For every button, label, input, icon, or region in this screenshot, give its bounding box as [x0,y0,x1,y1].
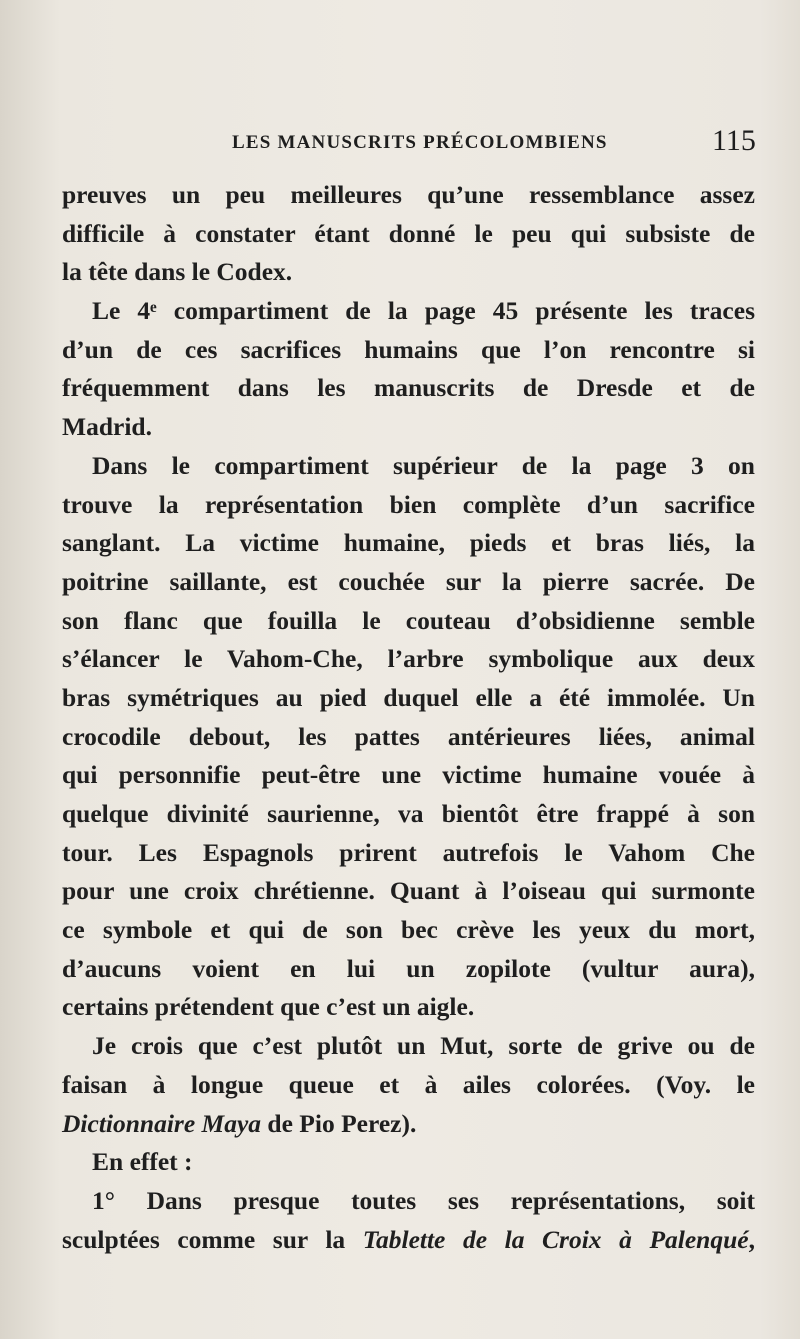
text-line: son flanc que fouilla le couteau d’obsidienne semble [62,605,755,635]
text-line: ce symbole et qui de son bec crève les yeux du mort, [62,915,755,945]
text-fragment: de Pio Perez). [261,1108,417,1138]
text-line: 1° Dans presque toutes ses représentations, soit [92,1185,755,1215]
text-line: Je crois que c’est plutôt un Mut, sorte de grive ou de [92,1031,755,1061]
text-line [62,1221,755,1260]
italic-title: Dictionnaire Maya [62,1108,262,1138]
text-line: certains prétendent que c’est un aigle. [62,992,475,1022]
text-line: tour. Les Espagnols prirent autrefois le Vahom Che [62,837,755,867]
text-line: Le 4ᵉ compartiment de la page 45 présente les traces [92,296,755,326]
page-header [0,124,800,166]
page-number: 115 [712,124,756,157]
text-line: Dans le compartiment supérieur de la page 3 on [92,450,755,480]
text-line: Madrid. [62,412,152,442]
text-fragment: , [748,1224,755,1254]
text-line: s’élancer le Vahom-Che, l’arbre symbolique aux deux [62,644,755,674]
text-line: qui personnifie peut-être une victime humaine vouée à [62,760,755,790]
text-line: la tête dans le Codex. [62,257,293,287]
text-line: faisan à longue queue et à ailes colorées. (Voy. le [62,1069,755,1099]
text-fragment: sculptées comme sur la [62,1224,363,1254]
text-line: d’un de ces sacrifices humains que l’on rencontre si [62,334,755,364]
text-line: crocodile debout, les pattes antérieures liées, animal [62,721,755,751]
running-title: LES MANUSCRITS PRÉCOLOMBIENS [232,132,608,153]
text-line: bras symétriques au pied duquel elle a été immolée. Un [62,682,755,712]
text-line: En effet : [92,1147,193,1177]
text-line: d’aucuns voient en lui un zopilote (vultur aura), [62,953,755,983]
body-text [62,176,755,1259]
text-line: sanglant. La victime humaine, pieds et bras liés, la [62,528,755,558]
text-line: trouve la représentation bien complète d’un sacrifice [62,489,755,519]
text-line: preuves un peu meilleures qu’une ressemblance assez [62,180,755,209]
italic-title: Tablette de la Croix à Palenqué [362,1224,749,1254]
text-line [62,1105,755,1144]
text-line: difficile à constater étant donné le peu qui subsiste de [62,218,755,248]
text-line: quelque divinité saurienne, va bientôt être frappé à son [62,799,755,828]
text-line: fréquemment dans les manuscrits de Dresde et de [62,373,755,403]
text-line: pour une croix chrétienne. Quant à l’oiseau qui surmonte [62,876,755,906]
text-line: poitrine saillante, est couchée sur la pierre sacrée. De [62,566,755,596]
